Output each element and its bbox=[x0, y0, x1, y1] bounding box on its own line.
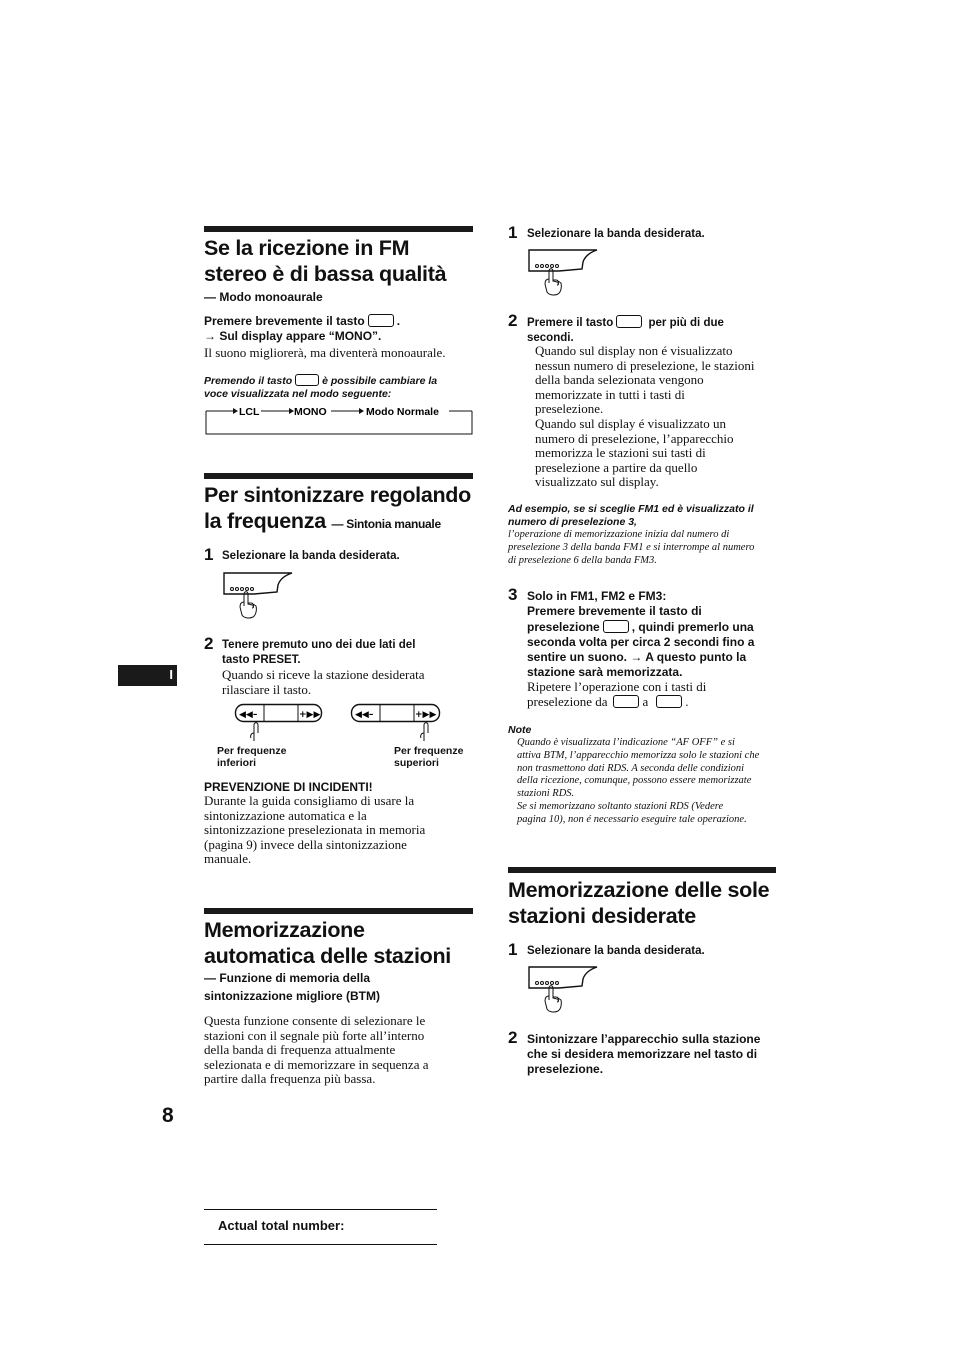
body-line: memorizza le stazioni sui tasti di bbox=[535, 445, 706, 461]
subtitle-line: — Funzione di memoria della bbox=[204, 971, 371, 985]
example-line: Ad esempio, se si sceglie FM1 ed è visualizzato il bbox=[508, 503, 754, 515]
footer-top-rule bbox=[204, 1209, 437, 1210]
title-line: Per sintonizzare regolando bbox=[204, 483, 471, 507]
arrow-icon: → bbox=[204, 329, 216, 343]
step-line: seconda volta per circa 2 secondi fino a bbox=[527, 634, 755, 649]
preset-button-icon bbox=[616, 315, 642, 328]
preset-button-icon bbox=[603, 620, 629, 633]
svg-text:◀◀–: ◀◀– bbox=[239, 710, 258, 720]
band-button-icon bbox=[527, 964, 601, 1016]
caption-line: superiori bbox=[394, 757, 439, 769]
section-rule bbox=[204, 908, 473, 914]
warning-body bbox=[204, 794, 425, 867]
note-line: stazioni RDS. bbox=[517, 788, 575, 800]
example-heading bbox=[508, 503, 754, 529]
step-text: Selezionare la banda desiderata. bbox=[222, 550, 400, 562]
note-line: Quando è visualizzata l’indicazione “AF OFF” e si bbox=[517, 737, 735, 748]
step-number: 1 bbox=[508, 940, 518, 959]
caption-higher bbox=[394, 745, 463, 769]
section-subtitle: — Modo monoaurale bbox=[204, 290, 323, 304]
section-title bbox=[204, 917, 479, 969]
title-line: Memorizzazione delle sole bbox=[508, 878, 770, 902]
note bbox=[204, 374, 474, 401]
section-rule bbox=[204, 226, 473, 232]
body-text bbox=[527, 680, 706, 709]
preset-button-1-icon bbox=[613, 695, 639, 708]
body-line: . bbox=[685, 693, 689, 709]
note-line: attiva BTM, l’apparecchio memorizza solo le stazioni che bbox=[517, 749, 760, 761]
body-line: selezionata e di memorizzare in sequenza a bbox=[204, 1056, 429, 1072]
step-line: secondi. bbox=[527, 332, 574, 344]
body-line: visualizzato sul display. bbox=[535, 474, 659, 490]
step-line: sentire un suono. → A questo punto la bbox=[527, 650, 747, 665]
body-line: rilasciare il tasto. bbox=[222, 681, 312, 697]
note-text: è possibile cambiare la bbox=[322, 375, 438, 387]
title-line: Se la ricezione in FM bbox=[204, 236, 410, 260]
band-button-icon bbox=[222, 570, 296, 622]
example-line: numero di preselezione 3, bbox=[508, 516, 637, 528]
svg-text:+▶▶: +▶▶ bbox=[299, 710, 321, 720]
body-line: stazioni con il segnale più forte all’interno bbox=[204, 1027, 425, 1043]
title-line: la frequenza bbox=[204, 509, 326, 533]
cycle-item: LCL bbox=[239, 406, 260, 418]
title-line: Memorizzazione bbox=[204, 918, 365, 942]
step-line: Premere il tasto bbox=[527, 317, 614, 329]
body-line: della banda di frequenza attualmente bbox=[204, 1042, 396, 1058]
body-line: Quando sul display non é visualizzato bbox=[535, 343, 733, 358]
note-text: Premendo il tasto bbox=[204, 375, 293, 387]
note-line: Se si memorizzano soltanto stazioni RDS (Vedere bbox=[517, 800, 724, 812]
body-line: Durante la guida consigliamo di usare la bbox=[204, 793, 415, 808]
note-body bbox=[517, 737, 759, 827]
step-line: Tenere premuto uno dei due lati del bbox=[222, 639, 416, 651]
step-line: preselezione bbox=[527, 619, 600, 634]
caption-line: Per frequenze bbox=[394, 745, 464, 757]
step-line: che si desidera memorizzare nel tasto di bbox=[527, 1047, 758, 1061]
step-line: tasto PRESET. bbox=[222, 654, 301, 666]
step-number: 2 bbox=[204, 634, 214, 653]
step-line: , quindi premerlo una bbox=[631, 619, 754, 634]
body-text bbox=[535, 344, 755, 490]
step-line: Premere brevemente il tasto di bbox=[527, 604, 702, 619]
svg-text:+▶▶: +▶▶ bbox=[415, 710, 437, 720]
section-subtitle bbox=[204, 969, 380, 1005]
example-line: l’operazione di memorizzazione inizia dal numero di bbox=[508, 529, 730, 540]
caption-line: inferiori bbox=[217, 757, 257, 769]
note-line: della ricezione, comunque, possono essere memorizzate bbox=[517, 775, 752, 787]
cycle-item: MONO bbox=[294, 406, 327, 418]
body-line: preselezione da bbox=[527, 693, 608, 709]
step-text: Selezionare la banda desiderata. bbox=[527, 945, 705, 957]
section-title bbox=[204, 235, 479, 287]
example-body bbox=[508, 529, 754, 567]
step-text bbox=[527, 589, 777, 681]
cycle-item: Modo Normale bbox=[366, 406, 439, 418]
subtitle-line: sintonizzazione migliore (BTM) bbox=[204, 989, 380, 1003]
body-line: manuale. bbox=[204, 851, 252, 867]
svg-text:◀◀–: ◀◀– bbox=[355, 710, 374, 720]
mono-button-icon bbox=[368, 314, 394, 327]
body-line: numero di preselezione, l’apparecchio bbox=[535, 430, 734, 446]
warning-title: PREVENZIONE DI INCIDENTI! bbox=[204, 780, 373, 794]
caption-lower bbox=[217, 745, 286, 769]
body-line: preselezione. bbox=[535, 401, 604, 417]
note-text: voce visualizzata nel modo seguente: bbox=[204, 388, 392, 400]
step-number: 2 bbox=[508, 1028, 518, 1047]
step-number: 2 bbox=[508, 311, 518, 330]
body-line: a bbox=[642, 693, 649, 709]
title-line: automatica delle stazioni bbox=[204, 944, 451, 968]
step-text: Selezionare la banda desiderata. bbox=[527, 228, 705, 240]
note-line: non trasmettono dati RDS. A seconda delle condizioni bbox=[517, 762, 745, 774]
body-line: nessun numero di preselezione, le stazioni bbox=[535, 357, 755, 373]
body-text: Il suono migliorerà, ma diventerà monoaurale. bbox=[204, 345, 446, 360]
body-line: partire dalla frequenza più bassa. bbox=[204, 1071, 376, 1087]
preset-button-higher-icon bbox=[350, 703, 442, 743]
step-number: 1 bbox=[204, 545, 214, 564]
body-line: (pagina 9) invece della sintonizzazione bbox=[204, 836, 407, 852]
step-line: Sintonizzare l’apparecchio sulla stazione bbox=[527, 1032, 761, 1046]
body-line: memorizzate in tutti i tasti di bbox=[535, 386, 685, 402]
step-line: stazione sarà memorizzata. bbox=[527, 665, 683, 680]
section-title bbox=[508, 877, 788, 929]
body-line: della banda selezionata vengono bbox=[535, 372, 704, 388]
note-title: Note bbox=[508, 724, 532, 736]
step-text bbox=[527, 315, 777, 346]
step-text bbox=[222, 638, 415, 668]
step-line: Solo in FM1, FM2 e FM3: bbox=[527, 589, 667, 603]
body-line: sintonizzazione preselezionata in memoria bbox=[204, 822, 426, 838]
language-tab-label: I bbox=[169, 667, 173, 682]
mono-button-icon bbox=[295, 374, 319, 386]
page-number: 8 bbox=[162, 1104, 174, 1127]
title-line: stereo è di bassa qualità bbox=[204, 262, 447, 286]
note-line: pagina 10), non é necessario eseguire tale operazione. bbox=[517, 813, 747, 825]
footer-bottom-rule bbox=[204, 1244, 437, 1245]
body-line: Quando si riceve la stazione desiderata bbox=[222, 667, 425, 682]
section-subtitle: — Sintonia manuale bbox=[331, 517, 441, 531]
title-line: stazioni desiderate bbox=[508, 904, 696, 928]
preset-button-lower-icon bbox=[234, 703, 324, 743]
footer-label: Actual total number: bbox=[218, 1218, 345, 1233]
instruction-text: . bbox=[396, 314, 401, 328]
instruction-text: Sul display appare “MONO”. bbox=[219, 329, 382, 343]
body-text bbox=[222, 668, 425, 697]
example-line: di preselezione 6 della banda FM3. bbox=[508, 554, 657, 566]
instruction bbox=[204, 314, 474, 344]
display-cycle-diagram bbox=[203, 402, 475, 436]
step-line: per più di due bbox=[648, 317, 724, 329]
language-tab bbox=[118, 665, 177, 686]
body-line: preselezione a partire da quello bbox=[535, 459, 698, 475]
section-title bbox=[204, 482, 484, 534]
section-rule bbox=[204, 473, 473, 479]
step-number: 1 bbox=[508, 223, 518, 242]
body-line: sintonizzazione automatica e la bbox=[204, 807, 367, 823]
band-button-icon bbox=[527, 247, 601, 299]
preset-button-6-icon bbox=[656, 695, 682, 708]
section-rule bbox=[508, 867, 776, 873]
body-text bbox=[204, 1014, 429, 1087]
caption-line: Per frequenze bbox=[217, 745, 287, 757]
body-line: Quando sul display é visualizzato un bbox=[535, 415, 726, 431]
step-number: 3 bbox=[508, 585, 518, 604]
instruction-text: Premere brevemente il tasto bbox=[204, 314, 365, 328]
body-line: Questa funzione consente di selezionare le bbox=[204, 1013, 426, 1028]
example-line: preselezione 3 della banda FM1 e si interrompe al numero bbox=[508, 541, 755, 553]
step-text bbox=[527, 1032, 760, 1077]
step-line: preselezione. bbox=[527, 1062, 604, 1076]
body-line: Ripetere l’operazione con i tasti di bbox=[527, 679, 707, 694]
